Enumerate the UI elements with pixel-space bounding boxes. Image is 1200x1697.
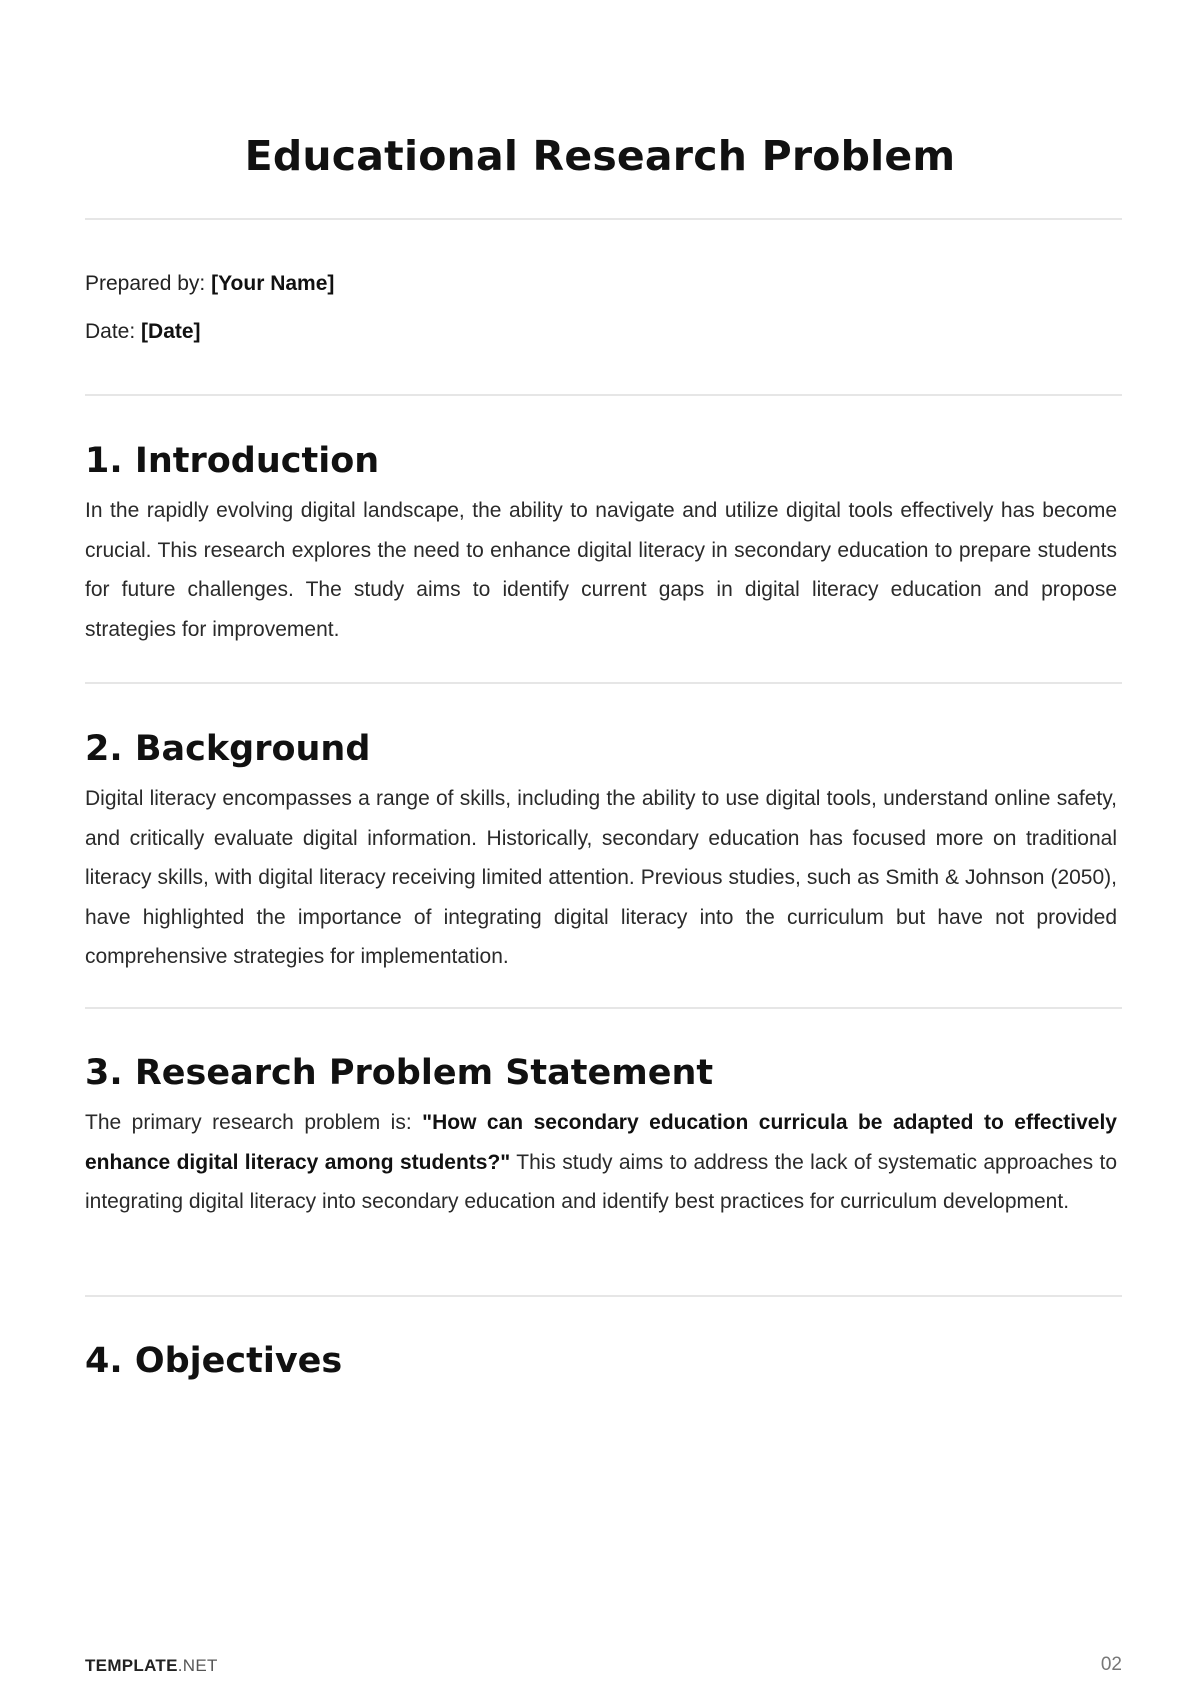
title-divider bbox=[85, 218, 1122, 220]
prepared-by-label: Prepared by: bbox=[85, 272, 206, 295]
section-heading-objectives: 4. Objectives bbox=[85, 1341, 343, 1381]
document-title: Educational Research Problem bbox=[244, 132, 956, 180]
section-body-background: Digital literacy encompasses a range of skills, including the ability to use digital tools, understand online safety, and critically evaluate digital information. Historically, secondary education has focused more on traditional literacy skills, with digital literacy receiving limited attention. Previous studies, such as Smith & Johnson (2050), have highlighted the importance of integrating digital literacy into the curriculum but have not provided comprehensive strategies for implementation. bbox=[85, 787, 1117, 969]
prepared-by-line bbox=[85, 272, 334, 296]
section-heading-introduction: 1. Introduction bbox=[85, 441, 380, 481]
problem-question-text: "How can secondary education curricula be adapted to effectively enhance digital literacy among students?" bbox=[85, 1111, 1117, 1174]
footer-brand-logo bbox=[85, 1656, 218, 1676]
problem-intro-text: The primary research problem is: bbox=[85, 1111, 423, 1134]
problem-rest-text: This study aims to address the lack of systematic approaches to integrating digital literacy into secondary education and identify best practices for curriculum development. bbox=[85, 1150, 1118, 1214]
section-body-research-problem bbox=[85, 1103, 1117, 1222]
brand-suffix: .NET bbox=[177, 1656, 218, 1675]
brand-name: TEMPLATE bbox=[85, 1656, 178, 1675]
page-number: 02 bbox=[1100, 1654, 1122, 1675]
prepared-by-value: [Your Name] bbox=[211, 272, 335, 295]
section-heading-background: 2. Background bbox=[85, 729, 371, 769]
section-divider bbox=[85, 682, 1122, 684]
date-value: [Date] bbox=[141, 320, 201, 343]
section-heading-research-problem: 3. Research Problem Statement bbox=[85, 1053, 714, 1093]
section-divider bbox=[85, 1295, 1122, 1297]
section-body-introduction: In the rapidly evolving digital landscape, the ability to navigate and utilize digital tools effectively has become crucial. This research explores the need to enhance digital literacy in secondary education to prepare students for future challenges. The study aims to identify current gaps in digital literacy education and propose strategies for improvement. bbox=[85, 499, 1117, 641]
date-label: Date: bbox=[85, 320, 136, 343]
meta-divider bbox=[85, 394, 1122, 396]
section-divider bbox=[85, 1007, 1122, 1009]
date-line bbox=[85, 320, 201, 344]
